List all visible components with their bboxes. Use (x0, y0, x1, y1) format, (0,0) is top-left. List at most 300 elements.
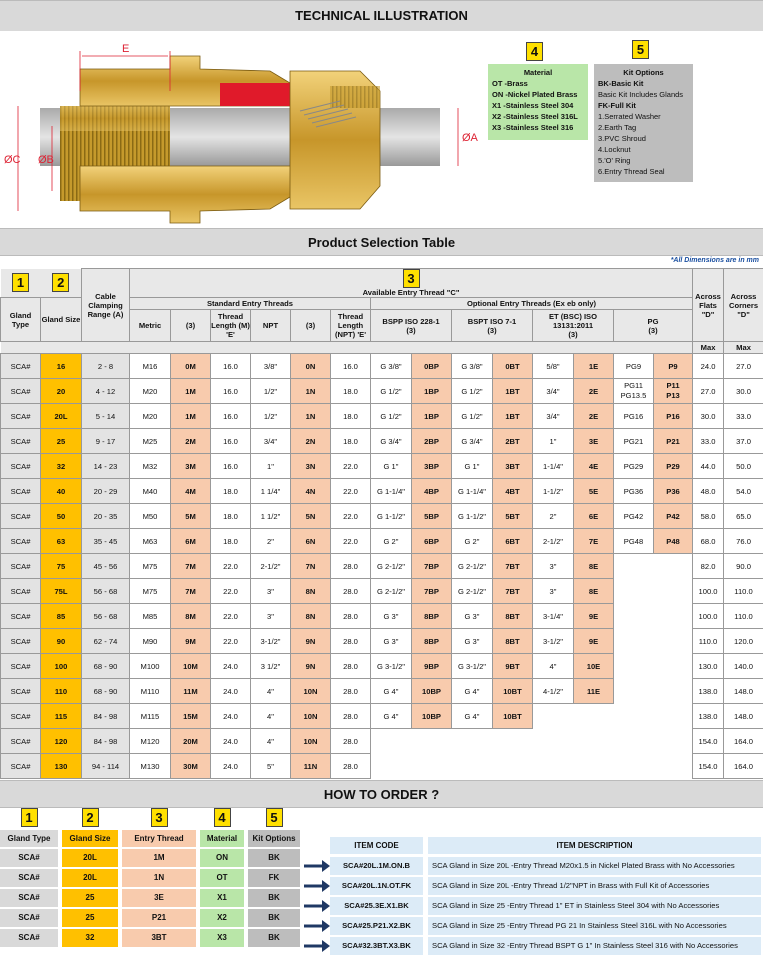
pg-code-cell: P9 (654, 354, 693, 379)
number-1: 1 (12, 273, 29, 292)
order-example-row (330, 877, 761, 895)
gland-type-cell: SCA# (1, 379, 41, 404)
bspt-cell: G 3" (452, 629, 493, 654)
item-code: SCA#20L.1M.ON.B (330, 857, 423, 875)
cable-range-cell: 94 - 114 (82, 754, 130, 779)
et-code-cell (574, 754, 614, 779)
order-number-2: 2 (82, 808, 99, 827)
bspp-cell: G 4" (371, 704, 412, 729)
entry-thread-cell: 3BT (122, 929, 196, 947)
npt-cell: 2" (251, 529, 291, 554)
pg-cell (614, 754, 654, 779)
bspp-code-cell: 0BP (412, 354, 452, 379)
gland-type-cell: SCA# (1, 479, 41, 504)
order-example-row (330, 917, 761, 935)
bspp-code-cell: 10BP (412, 704, 452, 729)
gland-size-cell: 20L (41, 404, 82, 429)
metric-code-cell: 0M (171, 354, 211, 379)
across-flats-cell: 48.0 (693, 479, 724, 504)
fk-item: 3.PVC Shroud (598, 134, 646, 143)
entry-thread-cell: P21 (122, 909, 196, 927)
across-corners-cell: 27.0 (724, 354, 763, 379)
npt-code-cell: 1N (291, 379, 331, 404)
across-flats-cell: 100.0 (693, 604, 724, 629)
entry-thread-column (122, 808, 196, 947)
pg-code-cell (654, 704, 693, 729)
pg-code-cell: P42 (654, 504, 693, 529)
kit-options-column (248, 808, 300, 947)
et-code-cell: 7E (574, 529, 614, 554)
pg-cell: PG16 (614, 404, 654, 429)
across-flats-cell: 44.0 (693, 454, 724, 479)
bspt-code-cell: 5BT (493, 504, 533, 529)
thread-length-npt-cell: 22.0 (331, 529, 371, 554)
table-row (1, 554, 763, 579)
table-row (1, 504, 763, 529)
fk-item: 4.Locknut (598, 145, 631, 154)
et-cell (533, 729, 574, 754)
thread-length-npt-cell: 28.0 (331, 679, 371, 704)
bspp-code-cell: 6BP (412, 529, 452, 554)
thread-length-npt-cell: 28.0 (331, 579, 371, 604)
npt-code-header: (3) (291, 310, 331, 342)
et-code-cell: 9E (574, 604, 614, 629)
et-cell: 3" (533, 579, 574, 604)
gland-size-cell: 25 (62, 889, 118, 907)
across-flats-cell: 130.0 (693, 654, 724, 679)
npt-cell: 3 1/2" (251, 654, 291, 679)
material-cell: X1 (200, 889, 244, 907)
et-code-cell: 6E (574, 504, 614, 529)
material-column (200, 808, 244, 947)
npt-cell: 4" (251, 679, 291, 704)
et-code-cell: 2E (574, 379, 614, 404)
gland-size-cell: 75L (41, 579, 82, 604)
pg-cell: PG29 (614, 454, 654, 479)
bspp-cell: G 1-1/4" (371, 479, 412, 504)
et-code-cell: 2E (574, 404, 614, 429)
et-header: ET (BSC) ISO 13131:2011 (3) (533, 310, 614, 342)
metric-cell: M20 (130, 404, 171, 429)
npt-cell: 2-1/2" (251, 554, 291, 579)
gland-type-cell: SCA# (0, 849, 58, 867)
bspt-cell (452, 729, 493, 754)
across-corners-cell: 110.0 (724, 579, 763, 604)
gland-size-cell: 25 (41, 429, 82, 454)
dim-e: E (122, 43, 130, 55)
standard-threads-header: Standard Entry Threads (130, 298, 371, 310)
gland-size-cell: 100 (41, 654, 82, 679)
across-flats-cell: 110.0 (693, 629, 724, 654)
thread-length-npt-header: Thread Length (NPT) 'E' (331, 310, 371, 342)
gland-type-cell: SCA# (1, 654, 41, 679)
arrow-right-icon (304, 857, 330, 875)
et-cell: 3/4" (533, 379, 574, 404)
entry-thread-cell: 1N (122, 869, 196, 887)
et-code-cell: 8E (574, 579, 614, 604)
bspt-code-cell: 10BT (493, 679, 533, 704)
across-corners-cell: 148.0 (724, 679, 763, 704)
across-flats-cell: 154.0 (693, 754, 724, 779)
cable-range-cell: 84 - 98 (82, 704, 130, 729)
gland-size-cell: 16 (41, 354, 82, 379)
gland-type-cell: SCA# (1, 404, 41, 429)
gland-type-header: Gland Type (1, 298, 41, 342)
bspp-cell: G 3-1/2" (371, 654, 412, 679)
pg-cell: PG21 (614, 429, 654, 454)
table-row (1, 454, 763, 479)
thread-length-npt-cell: 28.0 (331, 554, 371, 579)
thread-length-m-cell: 24.0 (211, 679, 251, 704)
across-corners-cell: 30.0 (724, 379, 763, 404)
bspt-code-cell: 7BT (493, 554, 533, 579)
pg-cell (614, 729, 654, 754)
npt-code-cell: 2N (291, 429, 331, 454)
bspp-code-cell: 5BP (412, 504, 452, 529)
gland-type-cell: SCA# (1, 429, 41, 454)
npt-cell: 1 1/2" (251, 504, 291, 529)
bspp-code-cell: 8BP (412, 629, 452, 654)
cable-range-header: Cable Clamping Range (A) (82, 269, 130, 342)
thread-length-npt-cell: 28.0 (331, 704, 371, 729)
thread-length-m-cell: 16.0 (211, 429, 251, 454)
item-desc-header: ITEM DESCRIPTION (428, 837, 761, 854)
table-row (1, 704, 763, 729)
order-example-row (330, 937, 761, 955)
bspt-cell: G 3" (452, 604, 493, 629)
bspt-cell: G 4" (452, 679, 493, 704)
metric-header: Metric (130, 310, 171, 342)
thread-length-m-cell: 16.0 (211, 379, 251, 404)
kit-options-cell: BK (248, 889, 300, 907)
npt-cell: 3" (251, 579, 291, 604)
across-corners-cell: 110.0 (724, 604, 763, 629)
gland-type-cell: SCA# (1, 679, 41, 704)
order-number-5: 5 (266, 808, 283, 827)
fk-item: 5.'O' Ring (598, 156, 631, 165)
bspp-code-cell: 7BP (412, 579, 452, 604)
table-row (1, 679, 763, 704)
bspp-code-cell: 9BP (412, 654, 452, 679)
metric-code-cell: 1M (171, 379, 211, 404)
pg-cell (614, 554, 654, 579)
table-row (1, 479, 763, 504)
gland-type-cell: SCA# (0, 929, 58, 947)
material-cell: X2 (200, 909, 244, 927)
et-cell: 2-1/2" (533, 529, 574, 554)
npt-cell: 5" (251, 754, 291, 779)
gland-size-column (62, 808, 118, 947)
across-corners-cell: 140.0 (724, 654, 763, 679)
table-row (1, 654, 763, 679)
et-code-cell: 3E (574, 429, 614, 454)
bspt-code-cell: 4BT (493, 479, 533, 504)
table-row (1, 379, 763, 404)
bspp-cell: G 4" (371, 679, 412, 704)
bspp-cell: G 2" (371, 529, 412, 554)
pg-code-cell (654, 579, 693, 604)
material-item: X1 -Stainless Steel 304 (492, 101, 574, 110)
thread-length-npt-cell: 16.0 (331, 354, 371, 379)
table-row (1, 754, 763, 779)
npt-code-cell: 10N (291, 704, 331, 729)
thread-length-m-cell: 24.0 (211, 754, 251, 779)
npt-code-cell: 8N (291, 579, 331, 604)
npt-code-cell: 5N (291, 504, 331, 529)
bspp-code-cell (412, 729, 452, 754)
bspt-code-cell: 6BT (493, 529, 533, 554)
npt-code-cell: 10N (291, 729, 331, 754)
across-corners-cell: 33.0 (724, 404, 763, 429)
pg-cell: PG36 (614, 479, 654, 504)
metric-code-cell: 11M (171, 679, 211, 704)
bspp-cell (371, 754, 412, 779)
et-cell: 4" (533, 654, 574, 679)
across-flats-cell: 82.0 (693, 554, 724, 579)
thread-length-m-cell: 22.0 (211, 579, 251, 604)
optional-threads-header: Optional Entry Threads (Ex eb only) (371, 298, 693, 310)
cable-range-cell: 5 - 14 (82, 404, 130, 429)
thread-length-npt-cell: 28.0 (331, 729, 371, 754)
bspp-code-cell: 1BP (412, 404, 452, 429)
available-thread-header: 3 Available Entry Thread "C" (130, 269, 693, 298)
metric-cell: M63 (130, 529, 171, 554)
cable-range-cell: 20 - 29 (82, 479, 130, 504)
npt-code-cell: 11N (291, 754, 331, 779)
et-cell: 1" (533, 429, 574, 454)
pg-code-cell (654, 604, 693, 629)
table-row (1, 529, 763, 554)
gland-type-cell: SCA# (1, 629, 41, 654)
et-code-cell: 5E (574, 479, 614, 504)
dim-c: ØC (4, 154, 21, 166)
item-code: SCA#32.3BT.X3.BK (330, 937, 423, 955)
bspt-code-cell (493, 754, 533, 779)
et-code-cell: 9E (574, 629, 614, 654)
metric-cell: M16 (130, 354, 171, 379)
npt-cell: 3/8" (251, 354, 291, 379)
metric-code-cell: 1M (171, 404, 211, 429)
across-flats-cell: 138.0 (693, 704, 724, 729)
metric-cell: M115 (130, 704, 171, 729)
gland-type-cell: SCA# (1, 729, 41, 754)
npt-code-cell: 6N (291, 529, 331, 554)
bspt-code-cell: 8BT (493, 604, 533, 629)
metric-cell: M120 (130, 729, 171, 754)
material-item: OT -Brass (492, 79, 528, 88)
across-corners-cell: 164.0 (724, 729, 763, 754)
gland-type-cell: SCA# (1, 579, 41, 604)
bspt-code-cell: 0BT (493, 354, 533, 379)
npt-cell: 1" (251, 454, 291, 479)
item-description: SCA Gland in Size 25 -Entry Thread 1" ET in Stainless Steel 304 with No Accessories (428, 897, 761, 915)
bspp-cell: G 2-1/2" (371, 554, 412, 579)
bspp-code-cell: 2BP (412, 429, 452, 454)
npt-header: NPT (251, 310, 291, 342)
gland-size-cell: 40 (41, 479, 82, 504)
et-cell: 3" (533, 554, 574, 579)
across-flats-cell: 27.0 (693, 379, 724, 404)
gland-size-cell: 120 (41, 729, 82, 754)
gland-size-cell: 20L (62, 849, 118, 867)
npt-code-cell: 9N (291, 629, 331, 654)
thread-length-npt-cell: 28.0 (331, 604, 371, 629)
gland-size-cell: 110 (41, 679, 82, 704)
bspt-code-cell (493, 729, 533, 754)
across-corners-cell: 50.0 (724, 454, 763, 479)
entry-thread-header: Entry Thread (122, 830, 196, 847)
bspt-code-cell: 8BT (493, 629, 533, 654)
pg-code-cell: P36 (654, 479, 693, 504)
bspp-code-cell: 4BP (412, 479, 452, 504)
gland-type-cell: SCA# (1, 529, 41, 554)
across-corners-cell: 120.0 (724, 629, 763, 654)
pg-code-cell: P16 (654, 404, 693, 429)
item-description: SCA Gland in Size 25 -Entry Thread PG 21 In Stainless Steel 316L with No Accessories (428, 917, 761, 935)
thread-length-m-cell: 18.0 (211, 529, 251, 554)
metric-code-cell: 20M (171, 729, 211, 754)
metric-code-cell: 30M (171, 754, 211, 779)
across-flats-cell: 33.0 (693, 429, 724, 454)
bspp-cell (371, 729, 412, 754)
metric-code-cell: 6M (171, 529, 211, 554)
thread-length-npt-cell: 28.0 (331, 629, 371, 654)
fk-item: 1.Serrated Washer (598, 112, 661, 121)
thread-length-m-cell: 16.0 (211, 354, 251, 379)
across-flats-cell: 58.0 (693, 504, 724, 529)
pg-cell (614, 654, 654, 679)
cable-range-cell: 2 - 8 (82, 354, 130, 379)
cable-range-cell: 14 - 23 (82, 454, 130, 479)
et-cell: 3-1/2" (533, 629, 574, 654)
ac-max-header: Max (724, 342, 763, 354)
across-flats-cell: 30.0 (693, 404, 724, 429)
item-code: SCA#25.3E.X1.BK (330, 897, 423, 915)
gland-size-header: Gland Size (62, 830, 118, 847)
gland-size-cell: 75 (41, 554, 82, 579)
bspp-cell: G 3" (371, 629, 412, 654)
gland-type-cell: SCA# (1, 554, 41, 579)
bspp-cell: G 1/2" (371, 379, 412, 404)
number-2: 2 (52, 273, 69, 292)
gland-size-header: Gland Size (41, 298, 82, 342)
npt-cell: 4" (251, 704, 291, 729)
across-flats-cell: 68.0 (693, 529, 724, 554)
table-row (1, 729, 763, 754)
bspt-cell: G 2-1/2" (452, 579, 493, 604)
bspt-cell (452, 754, 493, 779)
metric-cell: M32 (130, 454, 171, 479)
across-corners-cell: 164.0 (724, 754, 763, 779)
gland-type-cell: SCA# (1, 354, 41, 379)
gland-type-header: Gland Type (0, 830, 58, 847)
fk-item: 6.Entry Thread Seal (598, 167, 665, 176)
bspp-code-cell (412, 754, 452, 779)
pg-code-cell: P29 (654, 454, 693, 479)
et-cell: 4-1/2" (533, 679, 574, 704)
cable-gland-drawing (0, 31, 480, 227)
table-row (1, 354, 763, 379)
gland-type-cell: SCA# (1, 604, 41, 629)
thread-length-m-cell: 24.0 (211, 654, 251, 679)
et-cell (533, 754, 574, 779)
item-description: SCA Gland in Size 20L -Entry Thread M20x1.5 in Nickel Plated Brass with No Accessories (428, 857, 761, 875)
across-flats-cell: 154.0 (693, 729, 724, 754)
pg-code-cell (654, 754, 693, 779)
entry-thread-cell: 1M (122, 849, 196, 867)
across-corners-cell: 76.0 (724, 529, 763, 554)
et-cell: 1-1/4" (533, 454, 574, 479)
kit-options-cell: FK (248, 869, 300, 887)
order-title: HOW TO ORDER ? (0, 780, 763, 808)
material-item: X2 -Stainless Steel 316L (492, 112, 578, 121)
bspt-code-cell: 3BT (493, 454, 533, 479)
npt-code-cell: 3N (291, 454, 331, 479)
across-corners-cell: 65.0 (724, 504, 763, 529)
gland-size-cell: 90 (41, 629, 82, 654)
cable-range-cell: 9 - 17 (82, 429, 130, 454)
npt-cell: 1 1/4" (251, 479, 291, 504)
et-cell (533, 704, 574, 729)
pg-cell (614, 679, 654, 704)
metric-cell: M75 (130, 579, 171, 604)
thread-length-m-cell: 16.0 (211, 404, 251, 429)
npt-cell: 3/4" (251, 429, 291, 454)
pg-code-cell (654, 679, 693, 704)
gland-type-cell: SCA# (0, 889, 58, 907)
thread-length-m-cell: 22.0 (211, 629, 251, 654)
npt-code-cell: 0N (291, 354, 331, 379)
thread-length-m-cell: 16.0 (211, 454, 251, 479)
item-description: SCA Gland in Size 32 -Entry Thread BSPT G 1" In Stainless Steel 316 with No Accessories (428, 937, 761, 955)
entry-thread-cell: 3E (122, 889, 196, 907)
bspt-cell: G 1" (452, 454, 493, 479)
material-box (488, 64, 588, 140)
bspt-code-cell: 9BT (493, 654, 533, 679)
kit-number: 5 (632, 40, 649, 59)
metric-cell: M100 (130, 654, 171, 679)
bspt-cell: G 3/4" (452, 429, 493, 454)
thread-length-npt-cell: 18.0 (331, 429, 371, 454)
kit-options-cell: BK (248, 909, 300, 927)
dimensions-note: *All Dimensions are in mm (670, 257, 759, 264)
dim-a: ØA (462, 132, 478, 144)
across-corners-cell: 37.0 (724, 429, 763, 454)
gland-size-cell: 32 (62, 929, 118, 947)
bspt-cell: G 3/8" (452, 354, 493, 379)
gland-type-column (0, 808, 58, 947)
bspt-cell: G 1-1/2" (452, 504, 493, 529)
pg-code-cell (654, 554, 693, 579)
across-flats-cell: 138.0 (693, 679, 724, 704)
bspt-cell: G 1/2" (452, 404, 493, 429)
npt-code-cell: 9N (291, 654, 331, 679)
metric-cell: M50 (130, 504, 171, 529)
fk-title: FK-Full Kit (598, 101, 636, 110)
bspt-cell: G 2-1/2" (452, 554, 493, 579)
bspp-code-cell: 1BP (412, 379, 452, 404)
across-flats-cell: 100.0 (693, 579, 724, 604)
pg-cell (614, 704, 654, 729)
illustration-title: TECHNICAL ILLUSTRATION (0, 0, 763, 32)
gland-size-cell: 20 (41, 379, 82, 404)
metric-cell: M25 (130, 429, 171, 454)
npt-code-cell: 7N (291, 554, 331, 579)
material-cell: X3 (200, 929, 244, 947)
pg-code-cell (654, 629, 693, 654)
gland-type-cell: SCA# (1, 754, 41, 779)
across-flats-cell: 24.0 (693, 354, 724, 379)
